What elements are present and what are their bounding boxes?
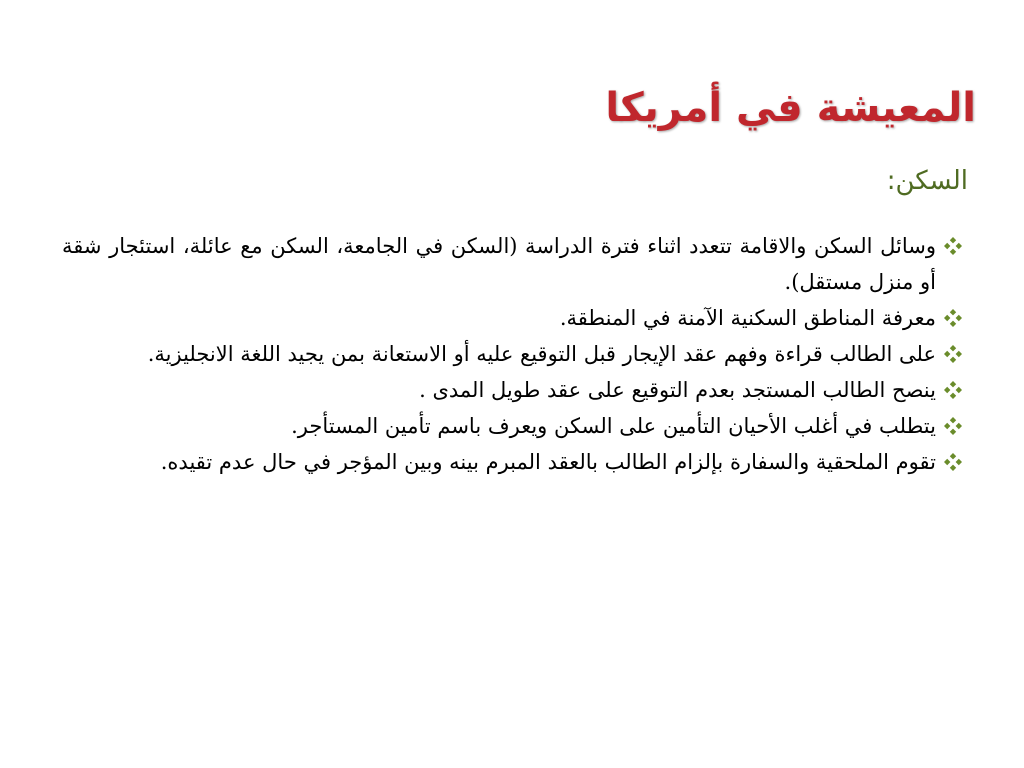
bullet-item xyxy=(62,372,966,408)
bullet-list xyxy=(62,228,966,480)
bullet-text: تقوم الملحقية والسفارة بإلزام الطالب بالعقد المبرم بينه وبين المؤجر في حال عدم تقيده. xyxy=(160,450,936,474)
four-diamond-bullet-icon xyxy=(940,336,966,372)
bullet-item xyxy=(62,228,966,300)
four-diamond-bullet-icon xyxy=(940,228,966,264)
four-diamond-bullet-icon xyxy=(940,300,966,336)
four-diamond-bullet-icon xyxy=(940,372,966,408)
bullet-item xyxy=(62,300,966,336)
bullet-text: يتطلب في أغلب الأحيان التأمين على السكن ويعرف باسم تأمين المستأجر. xyxy=(291,414,936,438)
bullet-text: على الطالب قراءة وفهم عقد الإيجار قبل التوقيع عليه أو الاستعانة بمن يجيد اللغة الانجليزية. xyxy=(147,342,936,366)
bullet-item xyxy=(62,336,966,372)
bullet-item xyxy=(62,408,966,444)
four-diamond-bullet-icon xyxy=(940,408,966,444)
bullet-text: وسائل السكن والاقامة تتعدد اثناء فترة الدراسة (السكن في الجامعة، السكن مع عائلة، استئجار شقة أو منزل مستقل). xyxy=(62,234,936,294)
slide-title: المعيشة في أمريكا xyxy=(605,85,976,131)
bullet-text: ينصح الطالب المستجد بعدم التوقيع على عقد طويل المدى . xyxy=(419,378,936,402)
section-heading: السكن: xyxy=(886,166,968,196)
four-diamond-bullet-icon xyxy=(940,444,966,480)
bullet-item xyxy=(62,444,966,480)
bullet-text: معرفة المناطق السكنية الآمنة في المنطقة. xyxy=(559,306,936,330)
